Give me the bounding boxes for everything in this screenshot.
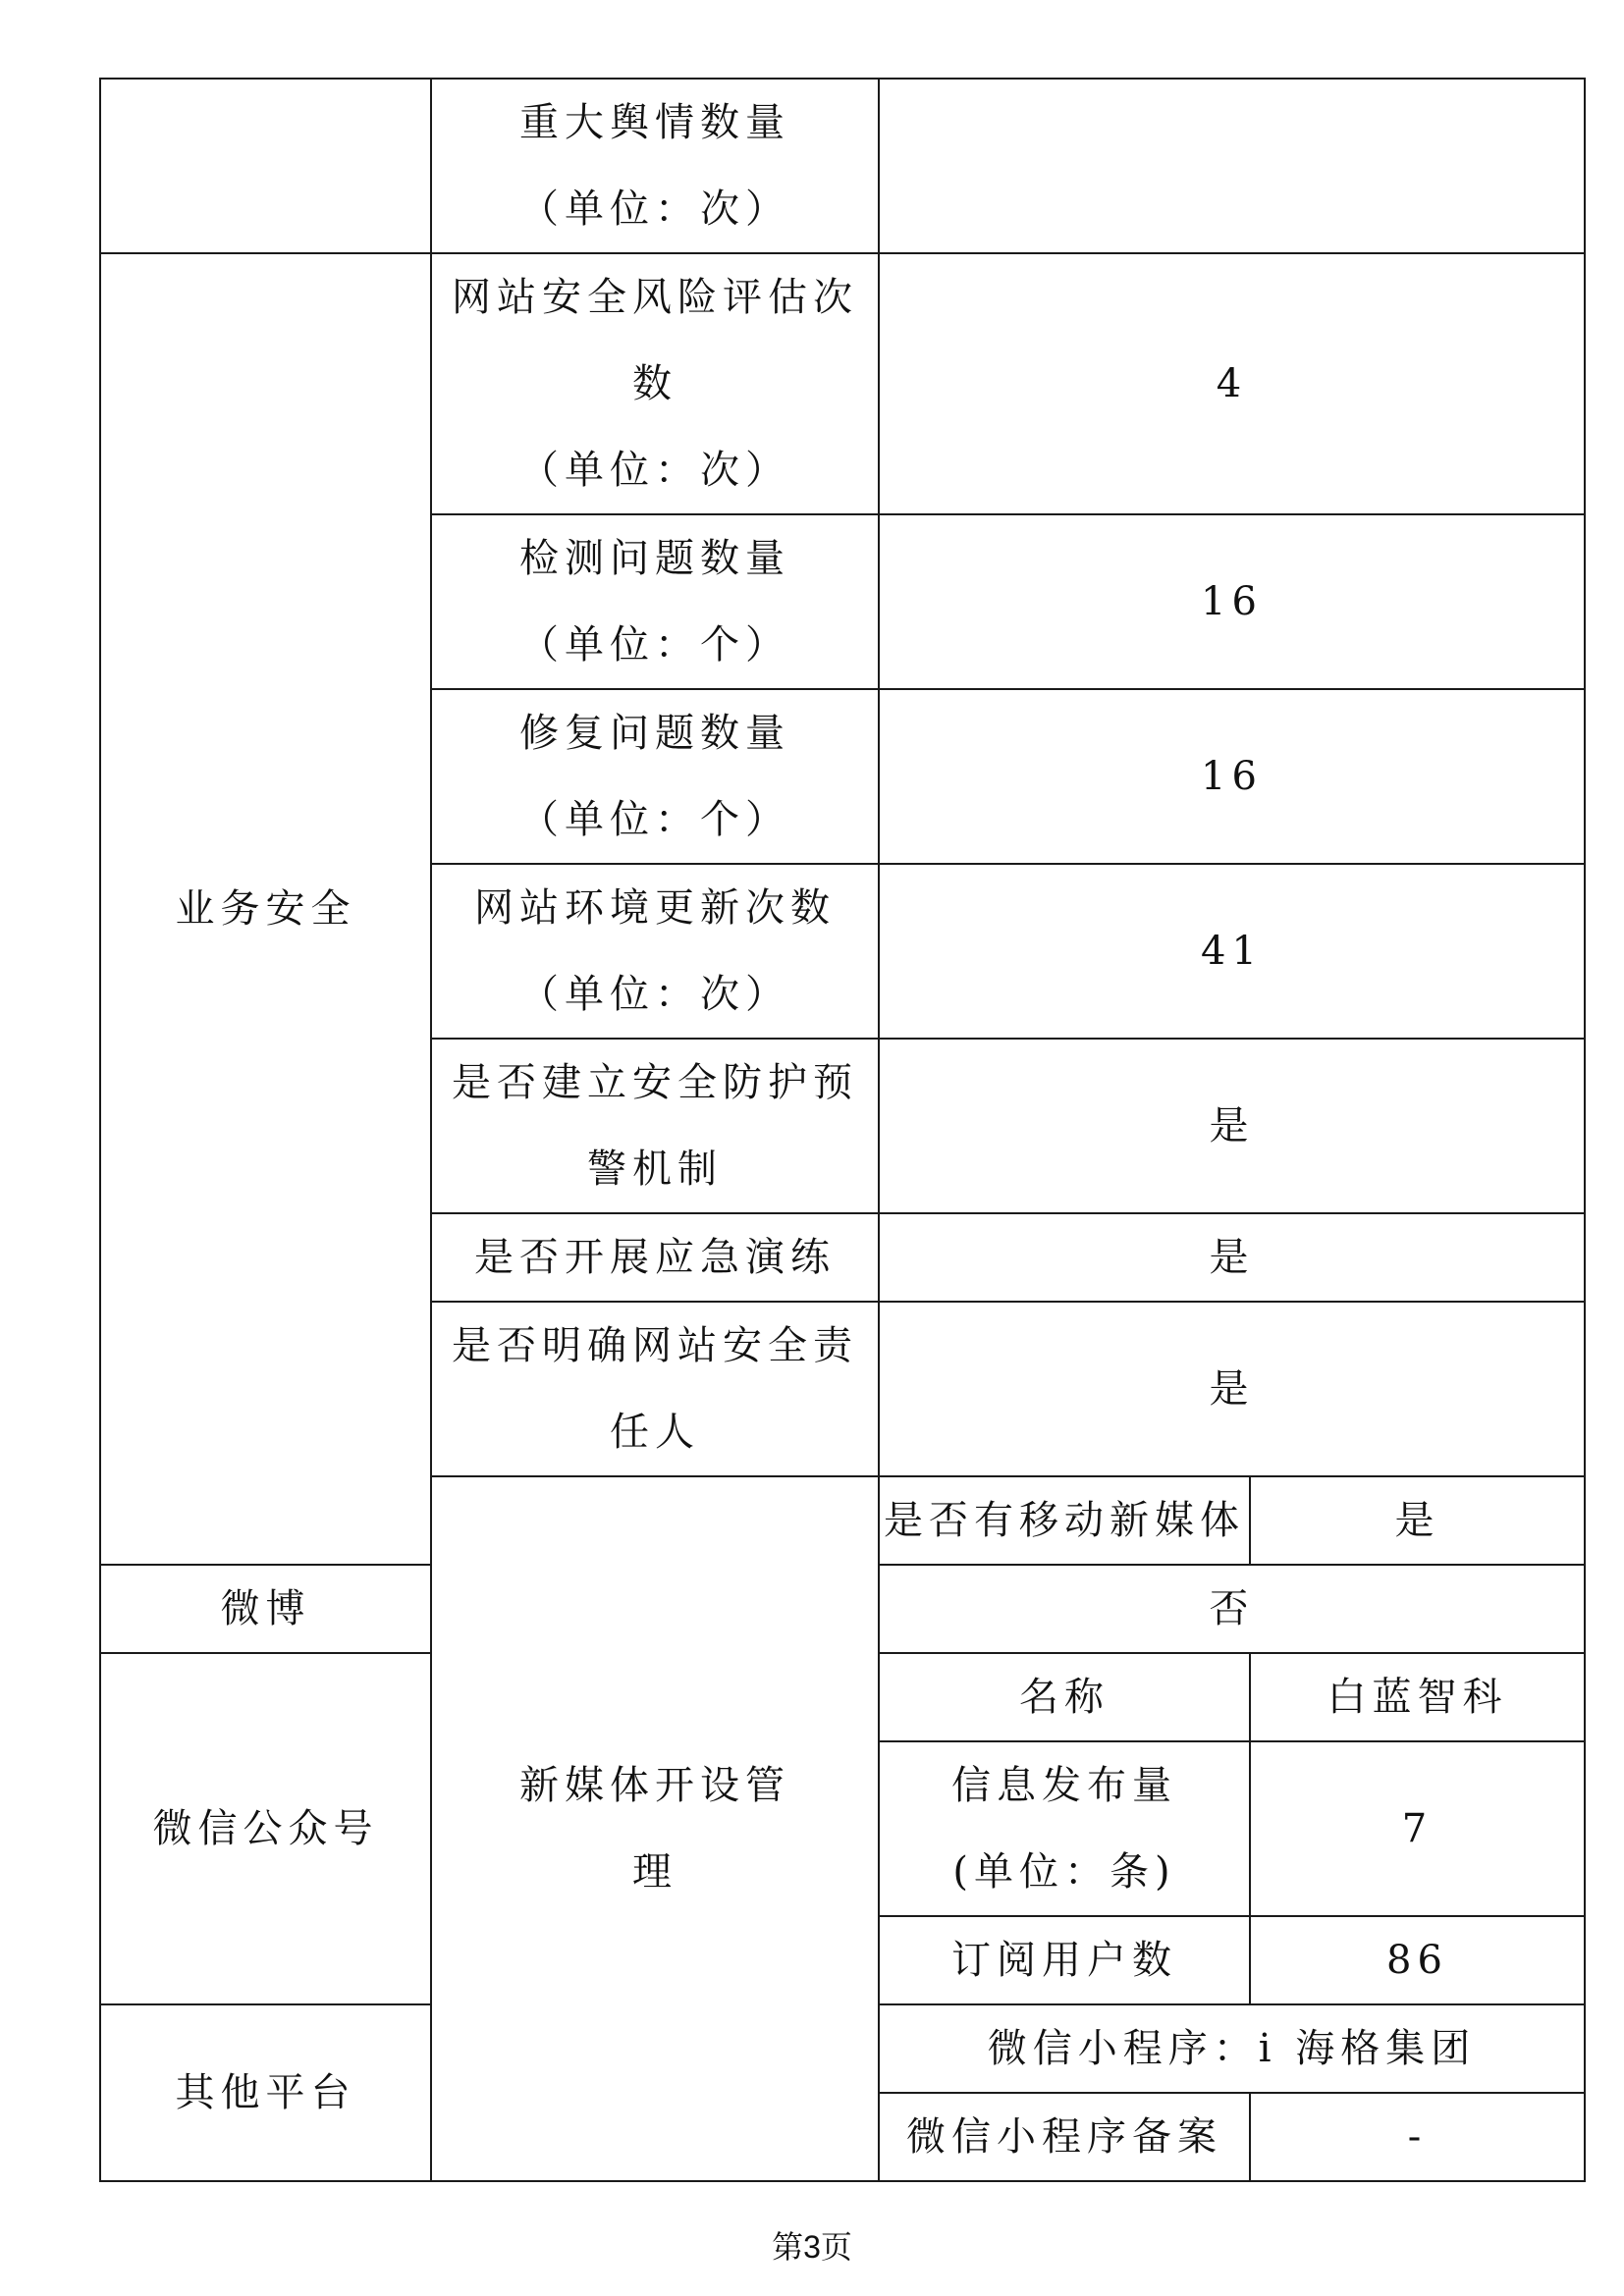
label-cell: 微信公众号 — [100, 1653, 431, 2004]
value-cell: 4 — [879, 253, 1585, 514]
table-row — [100, 79, 1585, 253]
sub-value-cell: 微信小程序：i 海格集团 — [879, 2004, 1585, 2093]
label-cell: 是否开展应急演练 — [431, 1213, 879, 1302]
value-cell — [879, 79, 1585, 253]
sub-value-cell: 7 — [1250, 1741, 1585, 1916]
sub-label-cell: 名称 — [879, 1653, 1250, 1741]
sub-label-cell: 信息发布量 (单位：条) — [879, 1741, 1250, 1916]
label-cell: 修复问题数量 （单位：个） — [431, 689, 879, 864]
sub-value-cell: - — [1250, 2093, 1585, 2181]
label-cell: 微博 — [100, 1565, 431, 1653]
label-cell: 网站环境更新次数 （单位：次） — [431, 864, 879, 1039]
empty-cell — [100, 79, 431, 253]
label-cell: 重大舆情数量 （单位：次） — [431, 79, 879, 253]
value-cell: 16 — [879, 514, 1585, 689]
value-cell: 否 — [879, 1565, 1585, 1653]
label-cell: 是否明确网站安全责 任人 — [431, 1302, 879, 1476]
sub-label-cell: 微信小程序备案 — [879, 2093, 1250, 2181]
value-cell: 是 — [879, 1039, 1585, 1213]
value-cell: 41 — [879, 864, 1585, 1039]
label-cell: 检测问题数量 （单位：个） — [431, 514, 879, 689]
label-cell: 其他平台 — [100, 2004, 431, 2181]
report-table — [99, 78, 1586, 2182]
value-cell: 是 — [879, 1302, 1585, 1476]
sub-value-cell: 白蓝智科 — [1250, 1653, 1585, 1741]
value-cell: 是 — [879, 1213, 1585, 1302]
section-new-media: 新媒体开设管 理 — [431, 1476, 879, 2181]
page-number: 第3页 — [772, 2229, 852, 2265]
sub-value-cell: 86 — [1250, 1916, 1585, 2004]
value-cell: 16 — [879, 689, 1585, 864]
sub-label-cell: 订阅用户数 — [879, 1916, 1250, 2004]
value-cell: 是 — [1250, 1476, 1585, 1565]
section-security: 业务安全 — [100, 253, 431, 1565]
label-cell: 是否有移动新媒体 — [879, 1476, 1250, 1565]
table-row — [100, 253, 1585, 514]
label-cell: 是否建立安全防护预 警机制 — [431, 1039, 879, 1213]
label-cell: 网站安全风险评估次 数 （单位：次） — [431, 253, 879, 514]
